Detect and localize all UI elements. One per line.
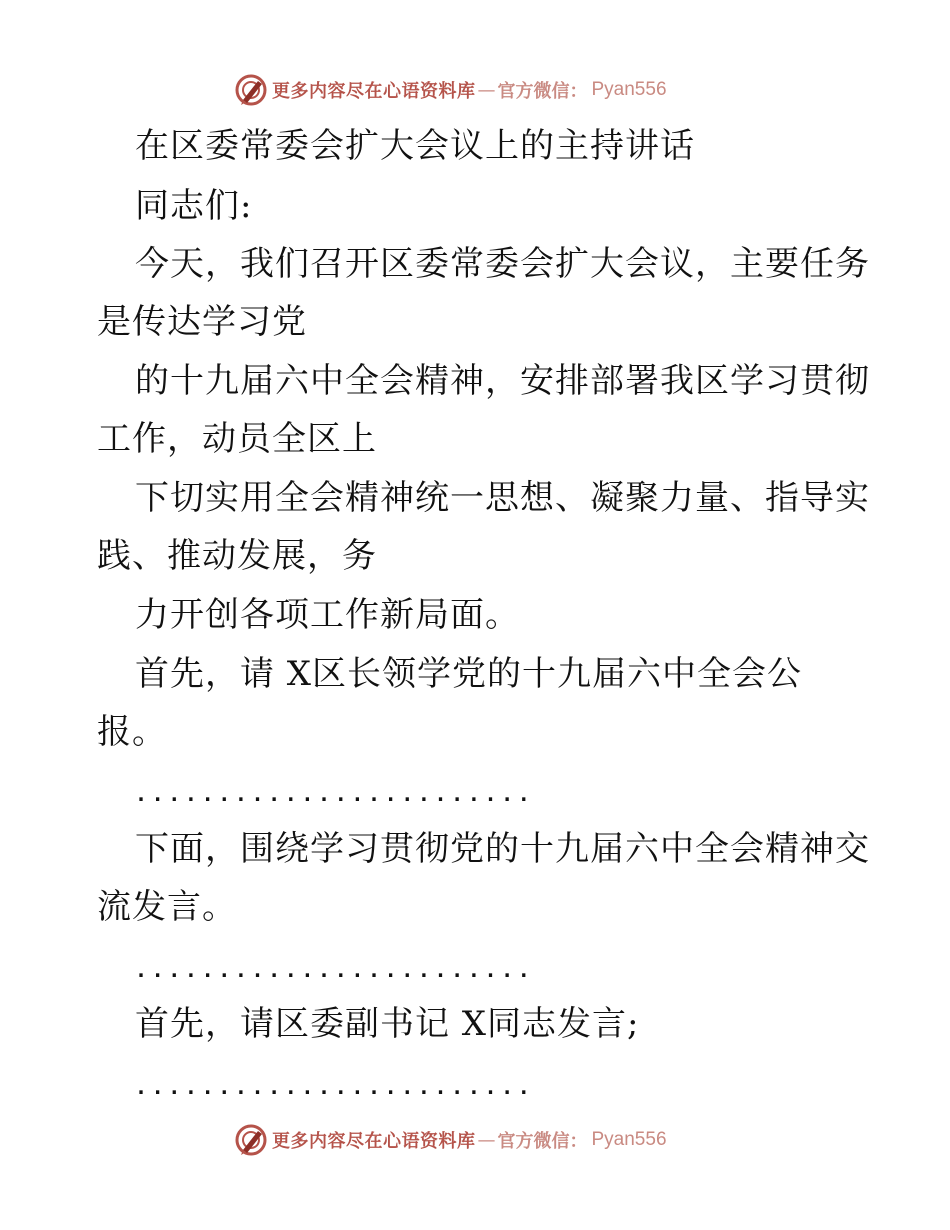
paragraph-line: 首先，请区委副书记 X同志发言; (135, 1004, 640, 1044)
document-title: 在区委常委会扩大会议上的主持讲话 (135, 126, 695, 166)
banner-slogan: 更多内容尽在心语资料库 (272, 81, 476, 102)
paragraph-line: 践、推动发展，务 (97, 536, 377, 576)
paragraph-line: 流发言。 (97, 887, 237, 927)
banner-wechat-id: Pyan556 (591, 79, 667, 100)
salutation: 同志们: (135, 186, 253, 226)
pen-logo-icon (234, 73, 268, 107)
paragraph-line: 下切实用全会精神统一思想、凝聚力量、指导实 (135, 478, 870, 518)
ellipsis-separator: ........................ (135, 782, 535, 806)
paragraph-line: 今天，我们召开区委常委会扩大会议，主要任务 (135, 244, 870, 284)
paragraph-line: 工作，动员全区上 (97, 419, 377, 459)
paragraph-line: 是传达学习党 (97, 302, 307, 342)
banner-dash: — (477, 1129, 496, 1151)
banner-wechat-id: Pyan556 (591, 1129, 667, 1150)
paragraph-line: 的十九届六中全会精神，安排部署我区学习贯彻 (135, 361, 870, 401)
paragraph-line: 首先，请 X区长领学党的十九届六中全会公 (135, 654, 803, 694)
header-banner (234, 72, 667, 108)
ellipsis-separator: ........................ (135, 1075, 535, 1099)
pen-logo-icon (234, 1123, 268, 1157)
ellipsis-separator: ........................ (135, 958, 535, 982)
banner-dash: — (477, 79, 496, 101)
paragraph-line: 报。 (97, 712, 167, 752)
paragraph-line: 下面，围绕学习贯彻党的十九届六中全会精神交 (135, 829, 870, 869)
footer-banner (234, 1122, 667, 1158)
banner-wechat-label: 官方微信： (497, 1131, 588, 1152)
paragraph-line: 力开创各项工作新局面。 (135, 595, 520, 635)
banner-wechat-label: 官方微信： (497, 81, 588, 102)
banner-slogan: 更多内容尽在心语资料库 (272, 1131, 476, 1152)
